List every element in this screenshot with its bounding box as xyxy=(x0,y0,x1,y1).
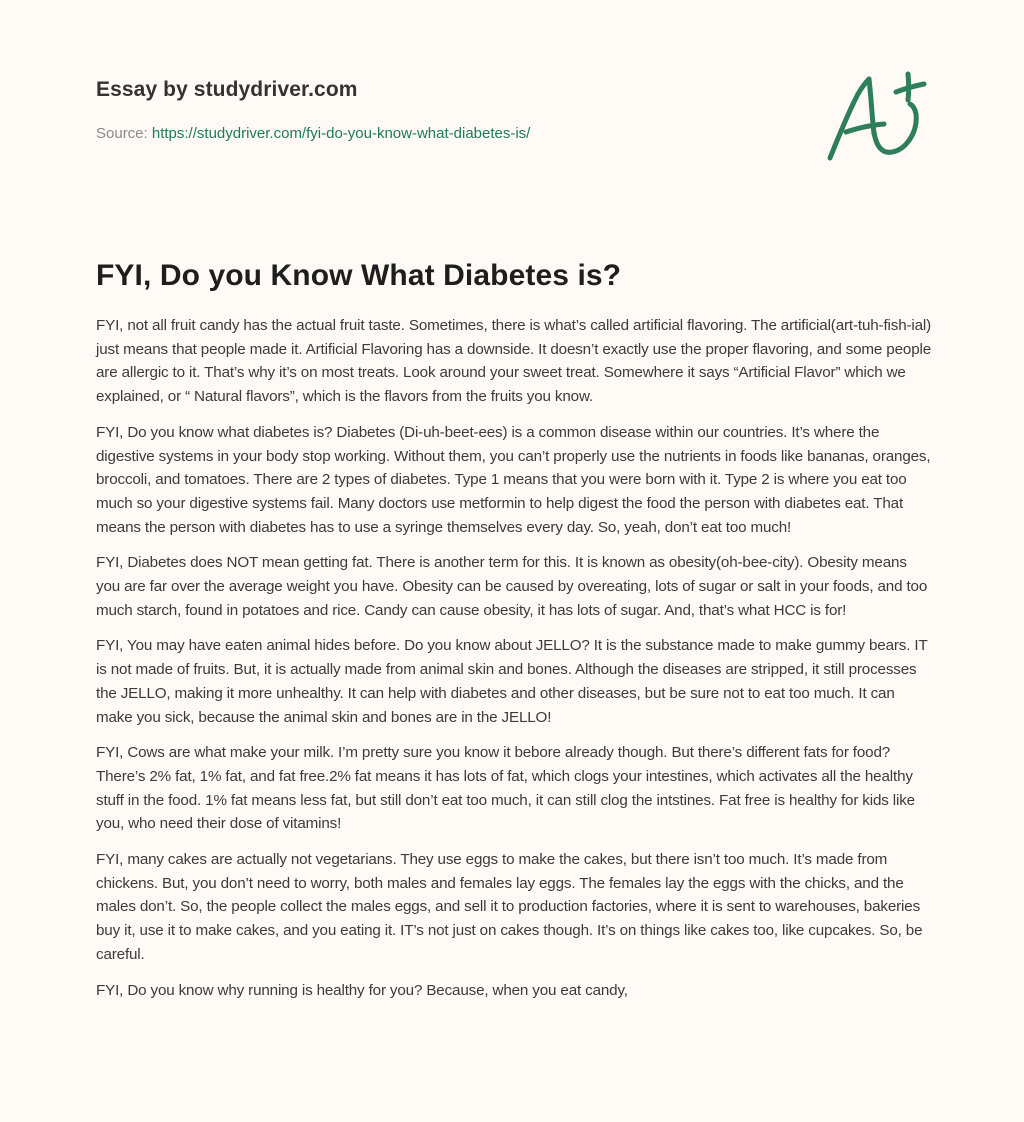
paragraph: FYI, Diabetes does NOT mean getting fat. There is another term for this. It is known as obesity(oh-bee-city). Obesity means you are far over the average weight you have. Obesity can be caused by overeating, lots of sugar or salt in your foods, and too much starch, found in potatoes and rice. Candy can cause obesity, it has lots of sugar. And, that’s what HCC is for! xyxy=(96,554,928,619)
article-title: FYI, Do you Know What Diabetes is? xyxy=(96,259,622,292)
paragraph: FYI, many cakes are actually not vegetarians. They use eggs to make the cakes, but there isn’t too much. It’s made from chickens. But, you don’t need to worry, both males and females lay eggs. The females lay the eggs with the chicks, and the males don’t. So, the people collect the males eggs, and sell it to production factories, where it is sent to warehouses, bakeries buy it, use it to make cakes, and you eating it. IT’s not just on cakes though. It’s on things like cakes too, like cupcakes. So, be careful. xyxy=(96,851,923,963)
paragraph: FYI, Cows are what make your milk. I’m pretty sure you know it bebore already though. But there’s different fats for food? There’s 2% fat, 1% fat, and fat free.2% fat means it has lots of fat, which clogs your intestines, which activates all the healthy stuff in the food. 1% fat means less fat, but still don’t eat too much, it can still clog the intstines. Fat free is healthy for kids like you, who need their dose of vitamins! xyxy=(96,744,915,833)
a-plus-grade-icon xyxy=(822,68,932,164)
paragraph: FYI, Do you know what diabetes is? Diabetes (Di-uh-beet-ees) is a common disease within our countries. It’s where the digestive systems in your body stop working. Without them, you can’t properly use the nutrients in foods like bananas, oranges, broccoli, and tomatoes. There are 2 types of diabetes. Type 1 means that you were born with it. Type 2 is where you eat too much so your digestive systems fail. Many doctors use metformin to help digest the food the person with diabetes eat. That means the person with diabetes has to use a syringe themselves every day. So, yeah, don’t eat too much! xyxy=(96,423,931,536)
source-link[interactable]: https://studydriver.com/fyi-do-you-know-what-diabetes-is/ xyxy=(151,125,531,142)
source-label: Source: xyxy=(96,125,152,142)
brand-title: Essay by studydriver.com xyxy=(96,78,358,101)
paragraph: FYI, You may have eaten animal hides before. Do you know about JELLO? It is the substance made to make gummy bears. IT is not made of fruits. But, it is actually made from animal skin and bones. Although the diseases are stripped, it still processes the JELLO, making it more unhealthy. It can help with diabetes and other diseases, but be sure not to eat too much. It can make you sick, because the animal skin and bones are in the JELLO! xyxy=(96,637,928,726)
paragraph: FYI, not all fruit candy has the actual fruit taste. Sometimes, there is what’s called artificial flavoring. The artificial(art-tuh-fish-ial) just means that people made it. Artificial Flavoring has a downside. It doesn’t exactly use the proper flavoring, and some people are allergic to it. That’s why it’s on most treats. Look around your sweet treat. Somewhere it says “Artificial Flavor” which we explained, or “ Natural flavors”, which is the flavors from the fruits you know. xyxy=(96,317,932,406)
source-line xyxy=(96,124,796,144)
page-header xyxy=(96,76,796,144)
article-body xyxy=(96,314,932,1014)
paragraph: FYI, Do you know why running is healthy for you? Because, when you eat candy, xyxy=(96,981,628,999)
